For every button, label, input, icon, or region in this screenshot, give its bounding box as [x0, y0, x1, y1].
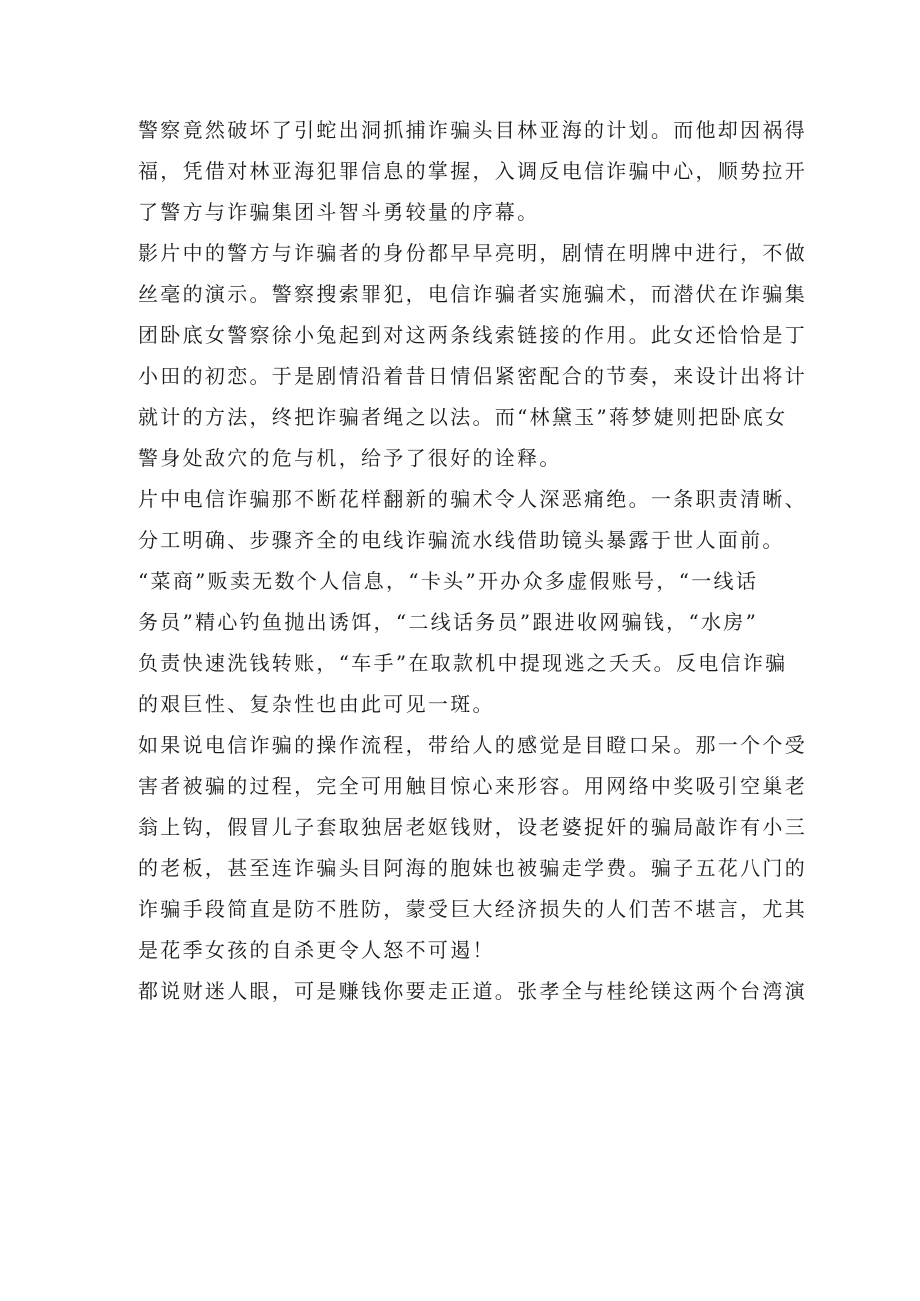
text-line: 警察竟然破坏了引蛇出洞抓捕诈骗头目林亚海的计划。而他却因祸得 — [138, 118, 807, 142]
text-line: 丝毫的演示。警察搜索罪犯，电信诈骗者实施骗术，而潜伏在诈骗集 — [138, 282, 807, 306]
text-line: 就计的方法，终把诈骗者绳之以法。而“林黛玉”蒋梦婕则把卧底女 — [138, 405, 788, 429]
text-line: 的艰巨性、复杂性也由此可见一斑。 — [138, 692, 495, 716]
text-line: 都说财迷人眼，可是赚钱你要走正道。张孝全与桂纶镁这两个台湾演 — [138, 979, 807, 1003]
text-line: 务员”精心钓鱼抛出诱饵，“二线话务员”跟进收网骗钱，“水房” — [138, 610, 759, 634]
text-line: 团卧底女警察徐小兔起到对这两条线索链接的作用。此女还恰恰是丁 — [138, 323, 807, 347]
text-line: 分工明确、步骤齐全的电线诈骗流水线借助镜头暴露于世人面前。 — [138, 528, 785, 552]
document-body — [138, 110, 807, 1012]
paragraph — [138, 725, 807, 971]
text-line: 警身处敌穴的危与机，给予了很好的诠释。 — [138, 446, 562, 470]
text-line: 的老板，甚至连诈骗头目阿海的胞妹也被骗走学费。骗子五花八门的 — [138, 856, 807, 880]
text-line: 如果说电信诈骗的操作流程，带给人的感觉是目瞪口呆。那一个个受 — [138, 733, 807, 757]
text-line: 福，凭借对林亚海犯罪信息的掌握，入调反电信诈骗中心，顺势拉开 — [138, 159, 807, 183]
paragraph — [138, 110, 807, 233]
paragraph — [138, 233, 807, 479]
text-line: 影片中的警方与诈骗者的身份都早早亮明，剧情在明牌中进行，不做 — [138, 241, 807, 265]
text-line: 害者被骗的过程，完全可用触目惊心来形容。用网络中奖吸引空巢老 — [138, 774, 807, 798]
text-line: 是花季女孩的自杀更令人怒不可遏！ — [138, 938, 495, 962]
text-line: 小田的初恋。于是剧情沿着昔日情侣紧密配合的节奏，来设计出将计 — [138, 364, 807, 388]
text-line: 了警方与诈骗集团斗智斗勇较量的序幕。 — [138, 200, 540, 224]
paragraph — [138, 561, 798, 725]
paragraph — [138, 479, 807, 561]
paragraph — [138, 971, 807, 1012]
text-line: 诈骗手段简直是防不胜防，蒙受巨大经济损失的人们苦不堪言，尤其 — [138, 897, 807, 921]
text-line: “菜商”贩卖无数个人信息，“卡头”开办众多虚假账号，“一线话 — [138, 569, 759, 593]
text-line: 负责快速洗钱转账，“车手”在取款机中提现逃之夭夭。反电信诈骗 — [138, 651, 788, 675]
text-line: 片中电信诈骗那不断花样翻新的骗术令人深恶痛绝。一条职责清晰、 — [138, 487, 807, 511]
text-line: 翁上钩，假冒儿子套取独居老妪钱财，设老婆捉奸的骗局敲诈有小三 — [138, 815, 807, 839]
